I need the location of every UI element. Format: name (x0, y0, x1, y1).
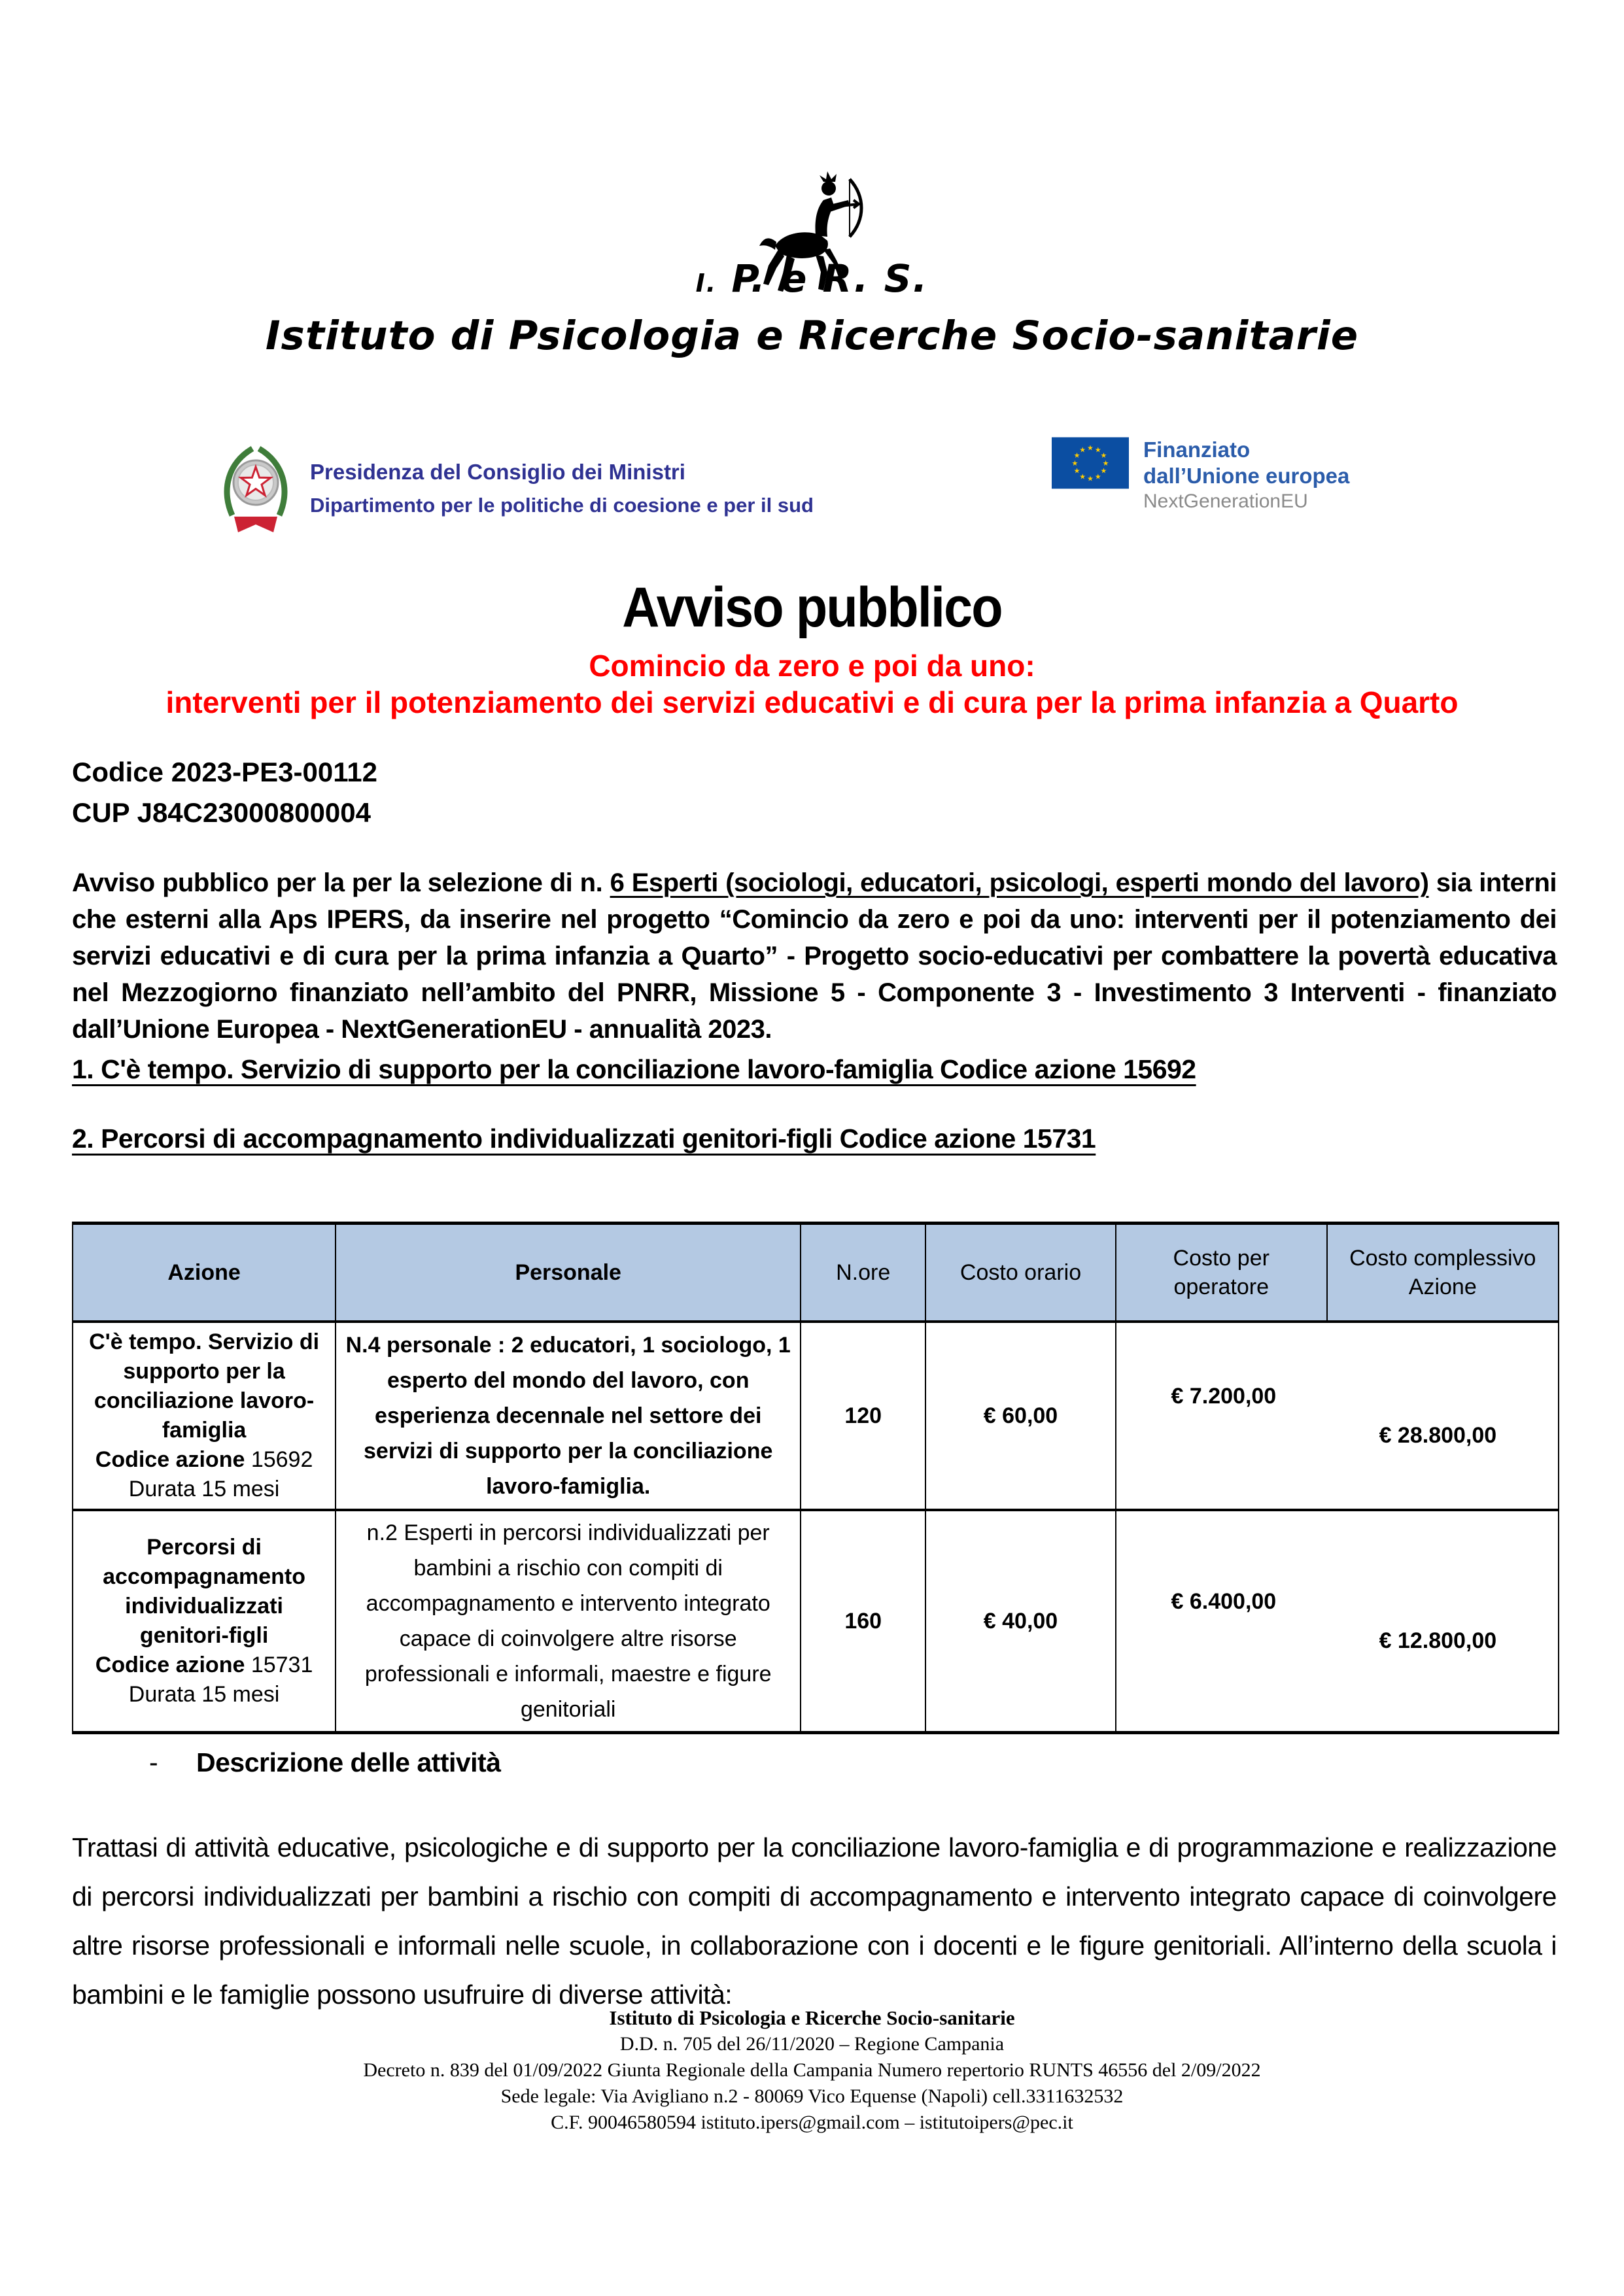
col-header-costo-orario: Costo orario (925, 1224, 1116, 1322)
activities-paragraph: Trattasi di attività educative, psicologiche e di supporto per la conciliazione lavoro-famiglia e di programmazione e realizzazione di percorsi individualizzati per bambini a rischio con compiti di accompagnamento e intervento integrato capace di coinvolgere altre risorse professionali e informali nelle scuole, in collaborazione con i docenti e le figure genitoriali. All’interno della scuola i bambini e le famiglie possono usufruire di diverse attività: (72, 1832, 1557, 2010)
table-header-row (73, 1224, 1559, 1322)
svg-text:★: ★ (1073, 466, 1080, 475)
footer-org-name: Istituto di Psicologia e Ricerche Socio-sanitarie (609, 2006, 1015, 2029)
svg-text:★: ★ (1079, 472, 1086, 481)
org-name: Istituto di Psicologia e Ricerche Socio-sanitarie (265, 313, 1359, 359)
activities-heading: Descrizione delle attività (196, 1747, 501, 1777)
cell-ore: 160 (801, 1510, 925, 1733)
document-footer (0, 2005, 1624, 2136)
cell-costo-orario: € 40,00 (925, 1510, 1116, 1733)
col-header-costo-complessivo: Costo complessivo Azione (1327, 1224, 1559, 1322)
org-acronym-initial: I. (695, 269, 717, 298)
intro-text-end: sia interni che esterni alla Aps IPERS, da inserire nel progetto “Comincio da zero e poi da uno: interventi per il potenziamento dei servizi educativi e di cura per la prima infanzia a Quarto” - Progetto socio-educativi per combattere la povertà educativa nel Mezzogiorno finanziato nell’ambito del PNRR, Missione 5 - Componente 3 - Investimento 3 Interventi - finanziato dall’Unione Europea - NextGenerationEU - annualità 2023. (72, 868, 1557, 1044)
eu-funding-logo (1052, 437, 1349, 514)
svg-text:★: ★ (1100, 451, 1107, 460)
gov-logo-line1: Presidenza del Consiglio dei Ministri (310, 459, 685, 484)
intro-text-start: Avviso pubblico per la per la selezione di n. (72, 868, 610, 897)
eu-logo-line3: NextGenerationEU (1143, 490, 1308, 512)
section-heading-1: 1. C'è tempo. Servizio di supporto per la conciliazione lavoro-famiglia Codice azione 15692 (72, 1054, 1196, 1084)
cell-personale: N.4 personale : 2 educatori, 1 sociologo, 1 esperto del mondo del lavoro, con esperienza decennale nel settore dei servizi di supporto per la conciliazione lavoro-famiglia. (336, 1322, 801, 1510)
bullet-dash: - (149, 1747, 158, 1777)
svg-text:★: ★ (1071, 458, 1079, 468)
intro-paragraph (72, 865, 1557, 1048)
subtitle-line1: Comincio da zero e poi da uno: (589, 649, 1035, 683)
page-subtitle (0, 647, 1624, 721)
eu-logo-line1: Finanziato (1143, 437, 1251, 462)
footer-contatti: C.F. 90046580594 istituto.ipers@gmail.com – istitutoipers@pec.it (551, 2112, 1073, 2133)
svg-text:★: ★ (1079, 445, 1086, 454)
svg-text:★: ★ (1087, 474, 1094, 483)
cell-costi-totali (1116, 1510, 1559, 1733)
azione-codice: Codice azione 15692 (95, 1447, 313, 1472)
azione-title: C'è tempo. Servizio di supporto per la conciliazione lavoro-famiglia (89, 1329, 320, 1443)
project-cup: CUP J84C23000800004 (72, 797, 371, 828)
italy-emblem-icon (216, 437, 296, 540)
cell-azione (73, 1322, 336, 1510)
svg-text:★: ★ (1100, 466, 1107, 475)
activities-section (149, 1747, 501, 1778)
azione-codice: Codice azione 15731 (95, 1653, 313, 1677)
org-acronym (0, 256, 1624, 301)
cell-costo-operatore: € 6.400,00 (1171, 1588, 1277, 1614)
gov-logo-text (310, 460, 814, 517)
col-header-ore: N.ore (801, 1224, 925, 1322)
footer-decreto: Decreto n. 839 del 01/09/2022 Giunta Regionale della Campania Numero repertorio RUNTS 46556 del 2/09/2022 (363, 2059, 1261, 2081)
svg-text:★: ★ (1094, 472, 1101, 481)
table-row (73, 1510, 1559, 1733)
footer-dd: D.D. n. 705 del 26/11/2020 – Regione Campania (619, 2033, 1005, 2055)
svg-text:★: ★ (1087, 443, 1094, 453)
cell-costo-complessivo: € 28.800,00 (1379, 1422, 1497, 1448)
project-code: Codice 2023-PE3-00112 (72, 757, 377, 787)
cell-ore: 120 (801, 1322, 925, 1510)
costs-table (72, 1222, 1559, 1734)
org-acronym-rest: P. e R. S. (717, 256, 929, 301)
cell-azione (73, 1510, 336, 1733)
table-row (73, 1322, 1559, 1510)
eu-logo-text (1143, 437, 1349, 514)
svg-text:★: ★ (1094, 445, 1101, 454)
gov-logo (216, 437, 814, 540)
subtitle-line2: interventi per il potenziamento dei servizi educativi e di cura per la prima infanzia a Quarto (165, 685, 1459, 719)
cell-costo-operatore: € 7.200,00 (1171, 1383, 1277, 1409)
col-header-azione: Azione (73, 1224, 336, 1322)
col-header-personale: Personale (336, 1224, 801, 1322)
project-codes (72, 752, 377, 833)
eu-flag-icon (1052, 437, 1129, 492)
page-title: Avviso pubblico (622, 576, 1002, 639)
svg-text:★: ★ (1102, 458, 1109, 468)
gov-logo-line2: Dipartimento per le politiche di coesione e per il sud (310, 493, 814, 517)
azione-title: Percorsi di accompagnamento individualizzati genitori-figli (103, 1535, 305, 1648)
svg-text:★: ★ (1073, 451, 1080, 460)
section-heading-2: 2. Percorsi di accompagnamento individualizzati genitori-figli Codice azione 15731 (72, 1123, 1096, 1154)
cell-personale: n.2 Esperti in percorsi individualizzati per bambini a rischio con compiti di accompagnamento e intervento integrato capace di coinvolgere altre risorse professionali e informali, maestre e figure genitoriali (336, 1510, 801, 1733)
cell-costo-complessivo: € 12.800,00 (1379, 1628, 1497, 1653)
eu-logo-line2: dall’Unione europea (1143, 464, 1350, 488)
cell-costo-orario: € 60,00 (925, 1322, 1116, 1510)
cell-costi-totali (1116, 1322, 1559, 1510)
azione-durata: Durata 15 mesi (128, 1682, 280, 1707)
col-header-costo-operatore: Costo per operatore (1116, 1224, 1327, 1322)
azione-durata: Durata 15 mesi (128, 1477, 280, 1501)
footer-sede: Sede legale: Via Avigliano n.2 - 80069 Vico Equense (Napoli) cell.3311632532 (500, 2085, 1124, 2107)
intro-text-underlined: 6 Esperti (sociologi, educatori, psicologi, esperti mondo del lavoro) (610, 868, 1429, 897)
